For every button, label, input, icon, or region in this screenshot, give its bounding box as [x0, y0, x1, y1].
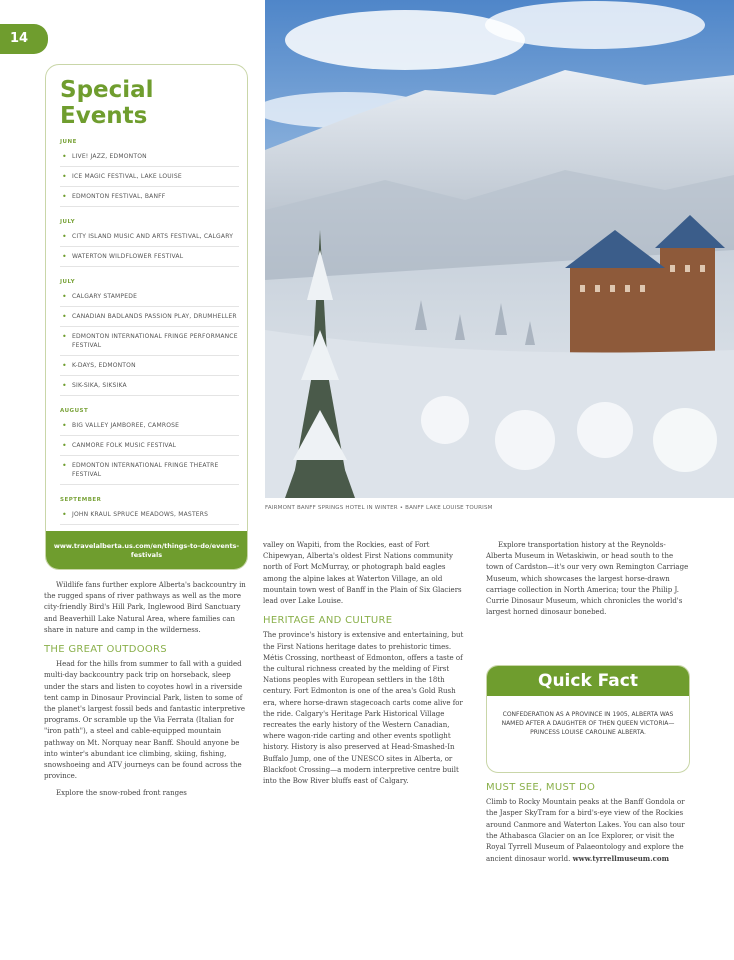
event-list — [60, 227, 239, 267]
museum-link[interactable]: www.tyrrellmuseum.com — [572, 854, 669, 864]
event-item: • CALGARY STAMPEDE — [60, 287, 239, 307]
article-column-3 — [486, 540, 691, 624]
event-month: SEPTEMBER — [60, 497, 102, 503]
event-list — [60, 416, 239, 485]
event-item: • EDMONTON FESTIVAL, BANFF — [60, 187, 239, 207]
event-month: JULY — [60, 279, 76, 285]
special-events-box — [45, 64, 248, 570]
article-column-2 — [263, 540, 471, 793]
paragraph: The province's history is extensive and entertaining, but the First Nations heritage dates to prehistoric times. Métis Crossing, northeast of Edmonton, offers a taste of the cultural richness created by the melding of First Nations peoples with European settlers in the 18th century. Fort Edmonton is one of the area's Gold Rush era, where horse-drawn stagecoach carts come alive for the ride. Calgary's Heritage Park Historical Village recreates the early history of the Western Canadian, where wagon-ride carting and other events spotlight history. History is also preserved at Head-Smashed-In Buffalo Jump, one of the UNESCO sites in Alberta, or Blackfoot Crossing—a modern interpretive centre built into the Bow River bluffs east of Calgary. — [263, 631, 464, 786]
event-item: • CANMORE FOLK MUSIC FESTIVAL — [60, 436, 239, 456]
quick-fact-text: CONFEDERATION AS A PROVINCE IN 1905, ALBERTA WAS NAMED AFTER A DAUGHTER OF THEN QUEEN VICTORIA—PRINCESS LOUISE CAROLINE ALBERTA. — [501, 711, 675, 736]
event-item: • ICE MAGIC FESTIVAL, LAKE LOUISE — [60, 167, 239, 187]
quick-fact-title: Quick Fact — [487, 666, 689, 696]
event-item: • CANADIAN BADLANDS PASSION PLAY, DRUMHELLER — [60, 307, 239, 327]
event-list — [60, 147, 239, 207]
event-month: JUNE — [60, 139, 77, 145]
paragraph: Head for the hills from summer to fall with a guided multi-day backcountry pack trip on horseback, sleep under the stars and listen to coyotes howl in a riverside tent camp in Dinosaur Provincial Park, listen to some of the planet's largest fossil beds and fantastic interpretive programs. Or scramble up the Via Ferrata (Italian for "iron path"), a steel and cable-equipped mountain pathway on Mt. Norquay near Banff. Should anyone be into winter's abundant ice climbing, skiing, fishing, snowshoeing and ATV journeys can be found across the province. — [44, 660, 246, 781]
event-item: • EDMONTON INTERNATIONAL FRINGE PERFORMANCE FESTIVAL — [60, 327, 239, 356]
paragraph: Wildlife fans further explore Alberta's backcountry in the rugged spans of river pathways as well as the more city-friendly Bird's Hill Park, Inglewood Bird Sanctuary and Beaverhill Lake Natural Area, where families can share in nature and camp in the wilderness. — [44, 581, 246, 634]
events-website-link[interactable]: www.travelalberta.us.com/en/things-to-do/events-festivals — [46, 531, 247, 569]
event-item: • CITY ISLAND MUSIC AND ARTS FESTIVAL, CALGARY — [60, 227, 239, 247]
event-list — [60, 287, 239, 396]
hotel-winter-photo — [265, 0, 734, 498]
event-list — [60, 505, 239, 525]
section-heading-outdoors: THE GREAT OUTDOORS — [44, 644, 167, 656]
article-column-3-lower — [486, 782, 691, 871]
article-column-1 — [44, 580, 250, 806]
paragraph — [486, 797, 691, 865]
event-month: AUGUST — [60, 408, 89, 414]
event-item: • EDMONTON INTERNATIONAL FRINGE THEATRE FESTIVAL — [60, 456, 239, 485]
event-item: • WATERTON WILDFLOWER FESTIVAL — [60, 247, 239, 267]
photo-caption: FAIRMONT BANFF SPRINGS HOTEL IN WINTER • BANFF LAKE LOUISE TOURISM — [265, 505, 493, 511]
event-item: • K-DAYS, EDMONTON — [60, 356, 239, 376]
must-see-text: Climb to Rocky Mountain peaks at the Banff Gondola or the Jasper SkyTram for a bird's-eye view of the Rockies around Canmore and Waterton Lakes. You can also tour the Athabasca Glacier on an Ice Explorer, or visit the Royal Tyrrell Museum of Palaeontology and explore the ancient dinosaur world. — [486, 798, 685, 864]
section-heading-must-see: MUST SEE, MUST DO — [486, 782, 596, 793]
page-number: 14 — [10, 31, 29, 46]
special-events-title: Special Events — [60, 77, 154, 129]
paragraph: Explore transportation history at the Reynolds-Alberta Museum in Wetaskiwin, or head south to the town of Cardston—it's our very own Remington Carriage Museum, which showcases the largest horse-drawn carriage collection in North America; tour the Philip J. Currie Dinosaur Museum, which chronicles the world's largest horned dinosaur bonebed. — [486, 541, 689, 617]
event-item: • SIK-SIKA, SIKSIKA — [60, 376, 239, 396]
event-item: • LIVE! JAZZ, EDMONTON — [60, 147, 239, 167]
paragraph: Explore the snow-robed front ranges — [56, 789, 187, 798]
event-item: • BIG VALLEY JAMBOREE, CAMROSE — [60, 416, 239, 436]
event-month: JULY — [60, 219, 76, 225]
quick-fact-box — [486, 665, 690, 773]
paragraph: valley on Wapiti, from the Rockies, east of Fort Chipewyan, Alberta's oldest First Nations community north of Fort McMurray, or photograph bald eagles among the alpine lakes at Waterton Village, an old mountain town west of Banff in the Plain of Six Glaciers lead over Lake Louise. — [263, 541, 462, 606]
event-item: • JOHN KRAUL SPRUCE MEADOWS, MASTERS — [60, 505, 239, 525]
section-heading-heritage: HERITAGE AND CULTURE — [263, 615, 393, 627]
page-number-tab — [0, 24, 48, 54]
